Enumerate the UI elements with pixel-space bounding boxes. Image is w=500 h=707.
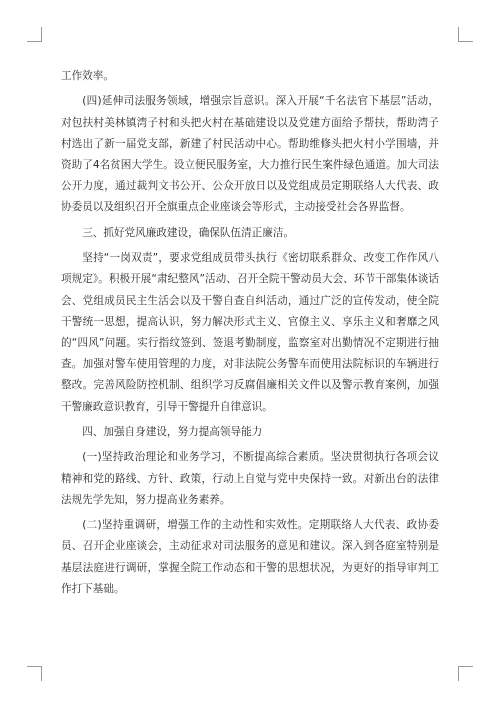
paragraph-judicial-service: (四)延伸司法服务领域，增强宗旨意识。深入开展“千名法官下基层”活动，对包扶村美林镇湾子村和头把火村在基础建设以及党建方面给予帮扶，帮助湾子村选出了新一届党支部，新建了村民活动中心。帮助维修头把火村小学围墙，并资助了4名贫困大学生。设立便民服务室，大力推行民生案件绿色通道。加大司法公开力度，通过裁判文书公开、公众开放日以及党组成员定期联络人大代表、政协委员以及组织召开全旗重点企业座谈会等形式，主动接受社会各界监督。 — [61, 95, 439, 214]
document-body — [61, 66, 439, 604]
crop-mark-bottom-right — [458, 666, 473, 681]
crop-mark-top-right — [458, 27, 473, 42]
crop-mark-bottom-left — [27, 666, 42, 681]
paragraph-integrity: 坚持“一岗双责”，要求党组成员带头执行《密切联系群众、改变工作作风八项规定》。积极开展“肃纪整风”活动、召开全院干警动员大会、环节干部集体谈话会、党组成员民主生活会以及干警自查自纠活动，通过广泛的宣传发动，使全院干警统一思想，提高认识，努力解决形式主义、官僚主义、享乐主义和奢靡之风的“四风”问题。实行指纹签到、签退考勤制度，监察室对出勤情况不定期进行抽查。加强对警车使用管理的力度，对非法院公务警车而使用法院标识的车辆进行整改。完善风险防控机制、组织学习反腐倡廉相关文件以及警示教育案例，加强干警廉政意识教育，引导干警提升自律意识。 — [61, 252, 439, 413]
paragraph-political-study: (一)坚持政治理论和业务学习，不断提高综合素质。坚决贯彻执行各项会议精神和党的路线、方针、政策，行动上自觉与党中央保持一致。对新出台的法律法规先学先知，努力提高业务素养。 — [61, 451, 439, 506]
paragraph-continuation: 工作效率。 — [61, 70, 114, 82]
crop-mark-top-left — [27, 27, 42, 42]
paragraph-research: (二)坚持重调研，增强工作的主动性和实效性。定期联络人大代表、政协委员、召开企业座谈会，主动征求对司法服务的意见和建议。深入到各庭室特别是基层法庭进行调研，掌握全院工作动态和干警的思想状况，为更好的指导审判工作打下基础。 — [61, 519, 439, 595]
section-heading-self-building: 四、加强自身建设，努力提高领导能力 — [82, 426, 263, 438]
section-heading-integrity: 三、抓好党风廉政建设，确保队伍清正廉洁。 — [82, 226, 295, 239]
